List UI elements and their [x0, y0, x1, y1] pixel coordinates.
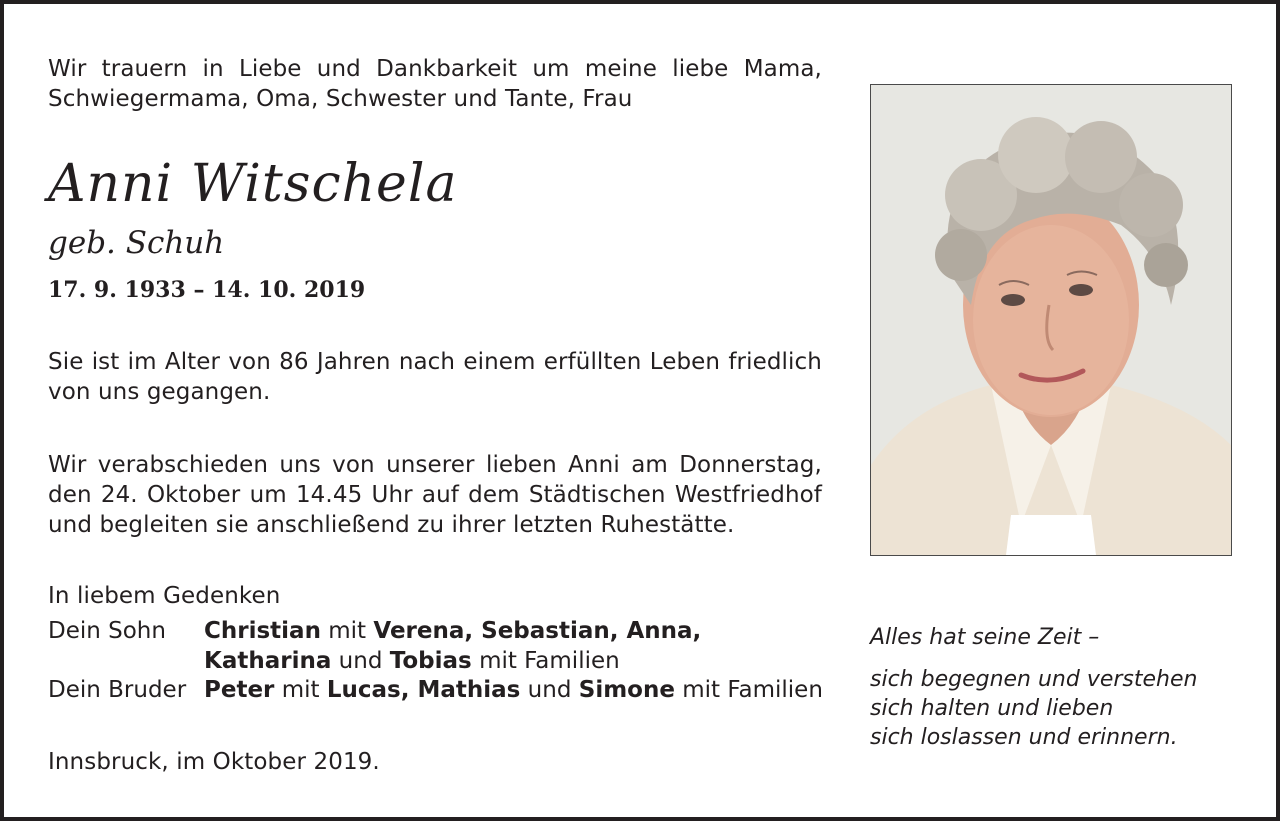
- poem-title: Alles hat seine Zeit –: [870, 625, 1100, 650]
- brother-label: Dein Bruder: [48, 677, 187, 703]
- funeral-line-3: und begleiten sie anschließend zu ihrer letzten Ruhestätte.: [48, 512, 735, 538]
- poem-line: sich halten und lieben: [870, 696, 1114, 721]
- son-row-continued: Katharina und Tobias mit Familien: [204, 648, 620, 674]
- intro-line-1: Wir trauern in Liebe und Dankbarkeit um meine liebe Mama,: [48, 56, 822, 82]
- son-name: Christian: [204, 618, 321, 644]
- son-label: Dein Sohn: [48, 618, 166, 644]
- place-date: Innsbruck, im Oktober 2019.: [48, 749, 380, 775]
- funeral-line-2: den 24. Oktober um 14.45 Uhr auf dem Städtischen Westfriedhof: [48, 482, 822, 508]
- poem-line: sich loslassen und erinnern.: [870, 725, 1178, 750]
- funeral-line-1: Wir verabschieden uns von unserer lieben Anni am Donnerstag,: [48, 452, 822, 478]
- portrait-illustration: [871, 85, 1231, 555]
- family-heading: In liebem Gedenken: [48, 583, 281, 609]
- intro-line-2: Schwiegermama, Oma, Schwester und Tante, Frau: [48, 86, 633, 112]
- son-row: Dein Sohn Christian mit Verena, Sebastian, Anna,: [48, 618, 702, 644]
- passing-line-1: Sie ist im Alter von 86 Jahren nach einem erfüllten Leben friedlich: [48, 349, 822, 375]
- brother-name: Peter: [204, 677, 275, 703]
- life-dates: 17. 9. 1933 – 14. 10. 2019: [48, 277, 366, 303]
- poem-line: sich begegnen und verstehen: [870, 667, 1198, 692]
- deceased-name: Anni Witschela: [48, 154, 458, 214]
- son-family-names: Verena, Sebastian, Anna,: [373, 618, 702, 644]
- brother-row: Dein Bruder Peter mit Lucas, Mathias und Simone mit Familien: [48, 677, 823, 703]
- maiden-name: geb. Schuh: [48, 225, 225, 261]
- portrait-photo: [870, 84, 1232, 556]
- passing-line-2: von uns gegangen.: [48, 379, 271, 405]
